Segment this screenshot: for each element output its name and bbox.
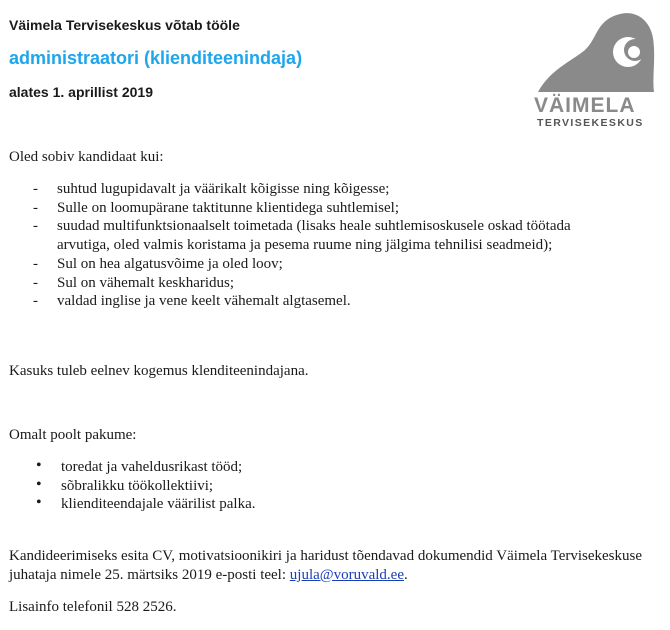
- list-dash: -: [33, 199, 38, 216]
- list-dash: -: [33, 274, 38, 291]
- list-item-text: Sul on hea algatusvõime ja oled loov;: [57, 255, 283, 272]
- logo-mark-icon: [530, 10, 660, 130]
- list-item: [0, 292, 600, 311]
- contact-end: .: [403, 566, 408, 583]
- phone-info: Lisainfo telefonil 528 2526.: [9, 599, 177, 615]
- list-dash: -: [33, 218, 38, 235]
- list-item: [0, 217, 600, 254]
- job-title: administraatori (klienditeenindaja): [9, 48, 303, 68]
- list-item: [0, 458, 600, 477]
- list-item: [0, 199, 600, 218]
- start-date: alates 1. aprillist 2019: [9, 84, 153, 100]
- list-dash: -: [33, 181, 38, 197]
- requirements-intro: Oled sobiv kandidaat kui:: [9, 149, 164, 165]
- header-employer-line: Väimela Tervisekeskus võtab tööle: [9, 17, 240, 33]
- list-item-text: Sul on vähemalt keskharidus;: [57, 274, 235, 291]
- list-item: [0, 180, 600, 199]
- bullet-icon: •: [36, 475, 42, 493]
- contact-text: Kandideerimiseks esita CV, motivatsioonikiri ja haridust tõendavad dokumendid Väimela Tervisekeskuse juhataja nimele 25. märtsiks 2019 e-posti teel:: [9, 548, 642, 583]
- application-instructions: [9, 547, 649, 584]
- advantage-note: Kasuks tuleb eelnev kogemus klenditeenindajana.: [9, 363, 309, 379]
- list-item-text: Sulle on loomupärane taktitunne klientidega suhtlemisel;: [57, 199, 400, 216]
- list-item-text: suhtud lugupidavalt ja väärikalt kõigisse ning kõigesse;: [57, 181, 390, 197]
- list-item-text: sõbralikku töökollektiivi;: [61, 477, 214, 494]
- email-link[interactable]: ujula@voruvald.ee: [289, 566, 404, 583]
- logo-name: VÄIMELA: [534, 94, 636, 117]
- requirements-list: [0, 180, 600, 311]
- offer-intro: Omalt poolt pakume:: [9, 427, 137, 443]
- offer-list: [0, 458, 600, 514]
- list-item-text: valdad inglise ja vene keelt vähemalt algtasemel.: [57, 293, 351, 310]
- list-item-text: toredat ja vaheldusrikast tööd;: [61, 459, 243, 475]
- bullet-icon: •: [36, 494, 42, 512]
- list-item-text: klienditeendajale väärilist palka.: [61, 496, 256, 513]
- list-item: [0, 477, 600, 496]
- list-dash: -: [33, 255, 38, 272]
- list-item: [0, 495, 600, 514]
- list-dash: -: [33, 293, 38, 310]
- list-item-text: suudad multifunktsionaalselt toimetada (lisaks heale suhtlemisoskusele oskad töötada arvutiga, oled valmis koristama ja pesema ruume ning jälgima tehnilisi seadmeid);: [57, 218, 571, 254]
- logo-subtitle: TERVISEKESKUS: [537, 117, 644, 129]
- vaimela-logo: [530, 10, 660, 130]
- bullet-icon: •: [36, 457, 42, 474]
- list-item: [0, 255, 600, 274]
- list-item: [0, 274, 600, 293]
